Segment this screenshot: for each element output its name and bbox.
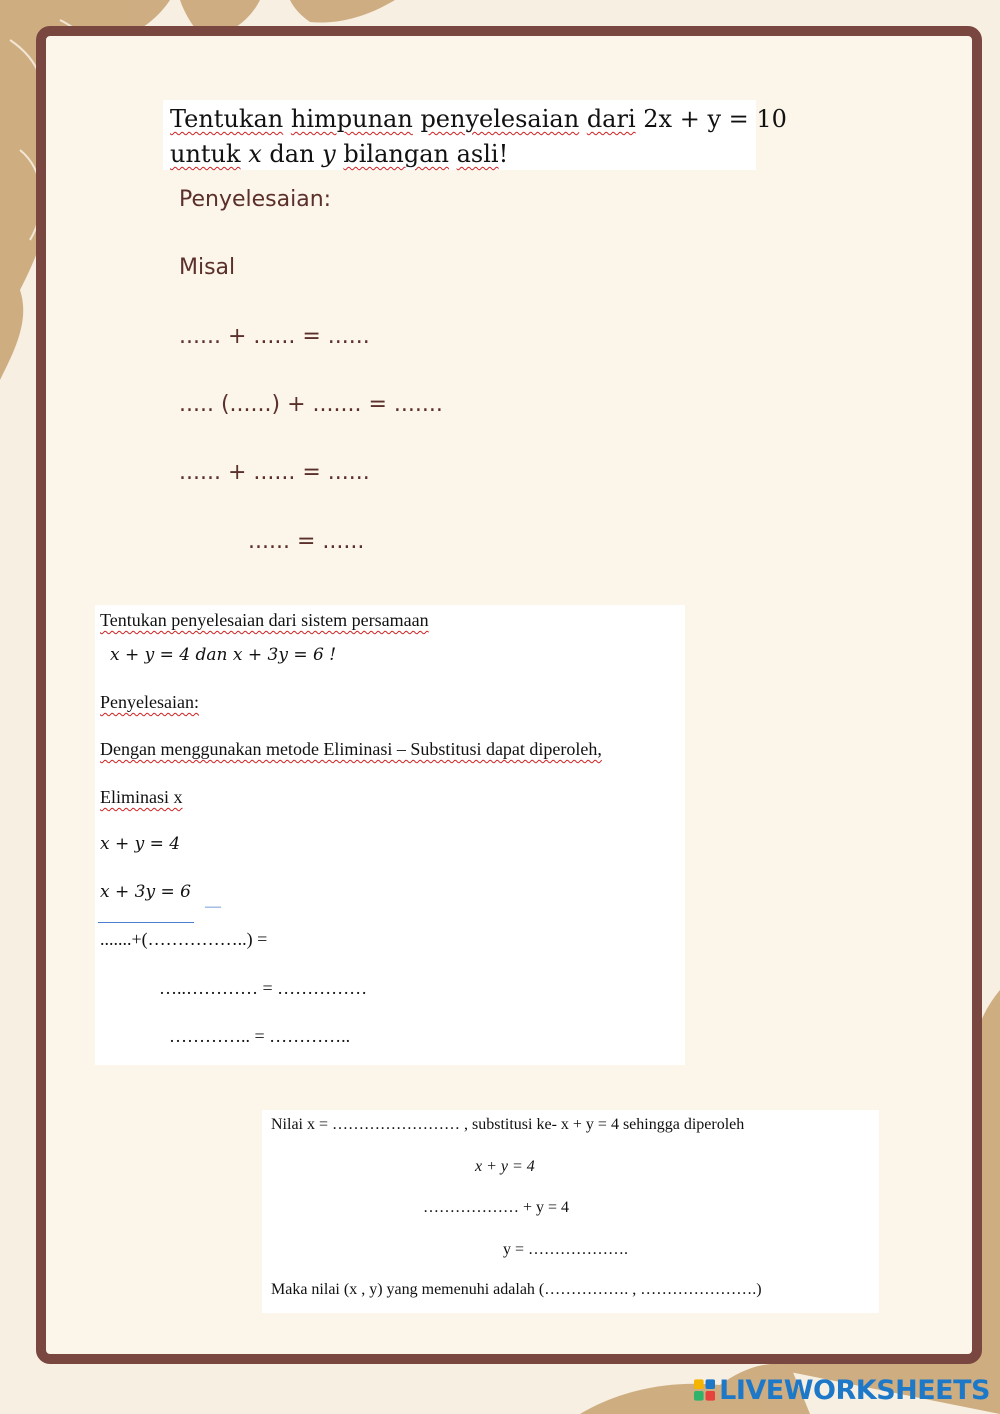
question-2-step-2[interactable]: …..………… = …………… xyxy=(159,978,368,998)
work-1-blank-line[interactable]: ..... (......) + ....... = ....... xyxy=(179,392,443,417)
variable: y xyxy=(322,140,336,168)
question-3-line-1[interactable]: Nilai x = …………………… , substitusi ke- x + y = 4 sehingga diperoleh xyxy=(271,1116,745,1133)
question-2-eq2: x + 3y = 6 xyxy=(100,882,191,902)
question-2-elim-label: Eliminasi x xyxy=(100,787,183,807)
question-2-step-1[interactable]: .......+(……………..) = xyxy=(100,929,268,949)
word: untuk xyxy=(170,140,241,168)
word: bilangan xyxy=(343,140,449,168)
logo-text: LIVEWORKSHEETS xyxy=(719,1374,990,1406)
question-2-step-3[interactable]: ………….. = ………….. xyxy=(169,1026,351,1046)
word: penyelesaian xyxy=(420,105,580,133)
work-1-blank-line[interactable]: ...... + ...... = ...... xyxy=(179,324,370,349)
work-1-misal: Misal xyxy=(179,255,236,280)
question-2-method: Dengan menggunakan metode Eliminasi – Substitusi dapat diperoleh, xyxy=(100,739,602,759)
question-2-eq1: x + y = 4 xyxy=(100,834,181,854)
question-2-title: Tentukan penyelesaian dari sistem persamaan xyxy=(100,610,429,630)
question-3-line-4[interactable]: y = ………………. xyxy=(503,1241,629,1258)
work-1-blank-line[interactable]: ...... = ...... xyxy=(248,529,365,554)
word: asli xyxy=(456,140,499,168)
question-1-line-1 xyxy=(170,105,787,133)
question-2-system: x + y = 4 dan x + 3y = 6 ! xyxy=(110,645,337,665)
work-1-heading: Penyelesaian: xyxy=(179,187,332,212)
variable: x xyxy=(248,140,262,168)
question-1-line-2 xyxy=(170,140,508,168)
word: dan xyxy=(269,140,315,168)
equation: 2x + y = 10 xyxy=(643,105,787,133)
question-1-box xyxy=(163,100,787,170)
question-3-line-5[interactable]: Maka nilai (x , y) yang memenuhi adalah (……………. , ………………….) xyxy=(271,1281,762,1298)
word: himpunan xyxy=(290,105,413,133)
question-2-heading: Penyelesaian: xyxy=(100,692,199,712)
liveworksheets-logo[interactable] xyxy=(694,1373,990,1407)
question-3-line-3[interactable]: ……………… + y = 4 xyxy=(423,1199,570,1216)
minus-sign: — xyxy=(205,898,221,915)
liveworksheets-logo-icon xyxy=(694,1379,715,1401)
word: dari xyxy=(586,105,636,133)
work-1-blank-line[interactable]: ...... + ...... = ...... xyxy=(179,460,370,485)
question-2-box xyxy=(95,605,685,1065)
question-3-box xyxy=(262,1110,879,1313)
question-3-line-2: x + y = 4 xyxy=(475,1158,535,1175)
punctuation: ! xyxy=(498,140,509,168)
word: Tentukan xyxy=(170,105,284,133)
subtraction-line xyxy=(98,922,194,923)
